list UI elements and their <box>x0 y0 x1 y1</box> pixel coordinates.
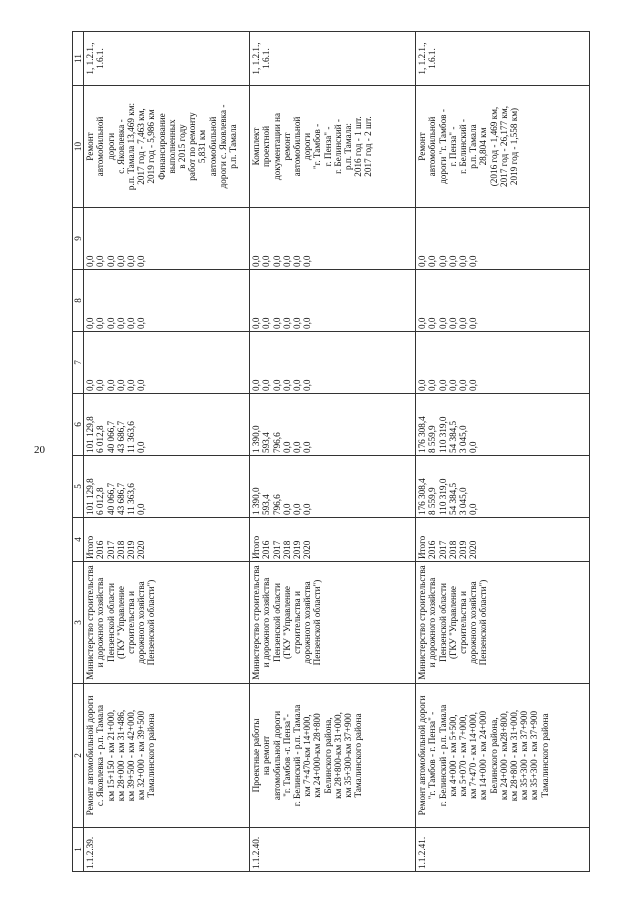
local-funding-line: 0,0 <box>261 317 272 329</box>
expected-result-line: Финансирование <box>156 113 167 180</box>
other-funding <box>416 208 590 270</box>
total-funding-line: 0,0 <box>302 503 313 515</box>
header-cell: 11 <box>73 32 84 86</box>
header-cell: 4 <box>73 518 84 562</box>
year-list-line: 2020 <box>468 540 479 559</box>
expected-result-line: автомобильной <box>292 116 303 177</box>
measure-name-line: км 7+470 - км 14+000, <box>468 712 479 799</box>
other-funding-line: 0,0 <box>261 255 272 267</box>
other-funding-line: 0,0 <box>447 255 458 267</box>
executor-line: (ГКУ "Управление <box>115 586 126 659</box>
local-funding-line: 0,0 <box>447 317 458 329</box>
federal-funding-line: 0,0 <box>281 379 292 391</box>
executor-line: Пензенской области <box>271 583 282 662</box>
regional-funding-line: 40 066,7 <box>105 420 116 453</box>
executor-line: Министерство строительства <box>251 565 262 680</box>
regional-funding-line: 176 308,4 <box>417 416 428 453</box>
executor-line: строительства и <box>292 591 303 654</box>
measure-name-line: Тамалинского района <box>146 713 157 798</box>
other-funding-line: 0,0 <box>437 255 448 267</box>
expected-result-line: 2017 год - 2 шт. <box>363 116 374 177</box>
expected-result-line: Ремонт <box>85 132 96 161</box>
measure-name-line: Тамалинского района <box>353 713 364 798</box>
executor-line: и дорожного хозяйства <box>427 577 438 668</box>
executor-line: дорожного хозяйства <box>136 581 147 664</box>
expected-result-line: г. Пенза" - <box>322 126 333 167</box>
expected-result-line: г. Белинский - <box>332 119 343 174</box>
federal-funding-line: 0,0 <box>427 379 438 391</box>
local-funding-line: 0,0 <box>281 317 292 329</box>
regional-funding-line: 0,0 <box>136 441 147 453</box>
measure-name <box>250 684 416 828</box>
federal-funding-line: 0,0 <box>85 379 96 391</box>
header-row <box>73 32 84 872</box>
year-list-line: 2018 <box>281 540 292 559</box>
total-funding-line: 8 559,9 <box>427 487 438 515</box>
measure-name-line: с. Яковлевка - р.п. Тамала <box>95 704 106 807</box>
total-funding-line: 0,0 <box>136 503 147 515</box>
executor-line: (ГКУ "Управление <box>447 586 458 659</box>
executor-line: Пензенской области <box>105 583 116 662</box>
indicator-ref <box>416 32 590 86</box>
year-list <box>84 518 250 562</box>
year-list <box>416 518 590 562</box>
measure-name-line: Ремонт автомобильной дороги <box>85 695 96 816</box>
expected-result-line: 28,804 км <box>478 127 489 166</box>
total-funding-line: 40 066,7 <box>105 482 116 515</box>
expected-result-line: г. Пенза" - <box>447 126 458 167</box>
measure-name-line: Белинского района, <box>322 717 333 794</box>
total-funding-line: 0,0 <box>291 503 302 515</box>
total-funding <box>250 456 416 518</box>
year-list-line: 2019 <box>125 540 136 559</box>
regional-funding-line: 101 129,8 <box>85 416 96 453</box>
executor-line: Пензенской области") <box>478 579 489 666</box>
local-funding-line: 0,0 <box>125 317 136 329</box>
executor-line: Министерство строительства <box>85 565 96 680</box>
expected-result-line: проектной <box>261 125 272 168</box>
measure-name-line: км 7+470-км 14+000, <box>302 714 313 797</box>
regional-funding-line: 110 319,0 <box>437 416 448 453</box>
expected-result-line: г. Белинский - <box>458 119 469 174</box>
local-funding-line: 0,0 <box>437 317 448 329</box>
total-funding-line: 1 390,0 <box>251 487 262 515</box>
total-funding-line: 593,4 <box>261 494 272 515</box>
year-list-line: 2016 <box>427 540 438 559</box>
header-cell: 5 <box>73 456 84 518</box>
regional-funding-line: 0,0 <box>291 441 302 453</box>
executor-line: и дорожного хозяйства <box>261 577 272 668</box>
expected-result-line: р.п. Тамала <box>228 124 239 169</box>
federal-funding-line: 0,0 <box>437 379 448 391</box>
expected-result-line: 5,831 км <box>197 129 208 164</box>
measure-name-line: км 32+000 - км 39+500 <box>136 710 147 801</box>
executor-line: дорожного хозяйства <box>302 581 313 664</box>
federal-funding-line: 0,0 <box>105 379 116 391</box>
expected-result-line: автомобильной <box>427 116 438 177</box>
measure-name-line: км 5+070 - км 7+000, <box>458 714 469 797</box>
header-cell: 10 <box>73 86 84 208</box>
other-funding-line: 0,0 <box>302 255 313 267</box>
local-funding-line: 0,0 <box>251 317 262 329</box>
program-table <box>72 31 590 872</box>
other-funding-line: 0,0 <box>271 255 282 267</box>
measure-name-line: г. Белинский - р.п. Тамала <box>292 704 303 807</box>
other-funding-line: 0,0 <box>427 255 438 267</box>
other-funding-line: 0,0 <box>105 255 116 267</box>
expected-result-line: 2017 год - 7,463 км, <box>136 108 147 185</box>
total-funding-line: 110 319,0 <box>437 478 448 515</box>
year-list-line: Итого <box>417 535 428 559</box>
other-funding-line: 0,0 <box>281 255 292 267</box>
indicator-ref <box>84 32 250 86</box>
expected-result-line: дороги <box>302 132 313 161</box>
local-funding-line: 0,0 <box>457 317 468 329</box>
regional-funding-line: 0,0 <box>281 441 292 453</box>
year-list <box>250 518 416 562</box>
expected-result-line: дороги с. Яковлевка - <box>217 104 228 189</box>
federal-funding-line: 0,0 <box>136 379 147 391</box>
local-funding <box>84 270 250 332</box>
header-cell: 8 <box>73 270 84 332</box>
expected-result-line: выполненных <box>166 119 177 174</box>
expected-result-line: 2016 год - 1 шт. <box>353 116 364 177</box>
year-list-line: 2019 <box>291 540 302 559</box>
regional-funding-line: 593,4 <box>261 432 272 453</box>
expected-result-line: дороги "г. Тамбов - <box>437 109 448 184</box>
local-funding <box>250 270 416 332</box>
expected-result-line: "г. Тамбов - <box>312 123 323 170</box>
page-number: 20 <box>34 444 45 456</box>
measure-name-line: автомобильной дороги <box>271 710 282 801</box>
executor-line: и дорожного хозяйства <box>95 577 106 668</box>
other-funding-line: 0,0 <box>136 255 147 267</box>
header-cell: 3 <box>73 562 84 684</box>
year-list-line: Итого <box>251 535 262 559</box>
measure-name-line: Ремонт автомобильной дороги <box>417 695 428 816</box>
executor-line: Пензенской области") <box>146 579 157 666</box>
total-funding-line: 6 012,8 <box>95 487 106 515</box>
regional-funding-line: 1 390,0 <box>251 425 262 453</box>
year-list-line: 2019 <box>457 540 468 559</box>
expected-result-line: 2019 год - 5,986 км <box>146 109 157 184</box>
measure-name <box>416 684 590 828</box>
year-list-line: 2016 <box>95 540 106 559</box>
indicator-ref-line: 1.6.1. <box>261 48 272 69</box>
expected-result-line: р.п. Тамала <box>468 124 479 169</box>
measure-name-line: км 35+300 - км 37+900 <box>529 710 540 801</box>
expected-result-line: работ по ремонту <box>187 112 198 181</box>
total-funding <box>416 456 590 518</box>
measure-name-line: км 35+300 - км 37+900 <box>519 710 530 801</box>
federal-funding <box>84 332 250 394</box>
federal-funding <box>250 332 416 394</box>
measure-name-line: км 24+000 - км28+800, <box>498 710 509 801</box>
indicator-ref <box>250 32 416 86</box>
local-funding-line: 0,0 <box>95 317 106 329</box>
regional-funding-line: 11 363,6 <box>125 421 136 453</box>
measure-name-line: км 28+000 - км 31+486, <box>115 709 126 802</box>
local-funding-line: 0,0 <box>136 317 147 329</box>
other-funding-line: 0,0 <box>417 255 428 267</box>
indicator-ref-line: 1, 1.2.1., <box>417 42 428 75</box>
table-row <box>416 32 590 872</box>
regional-funding <box>84 394 250 456</box>
header-cell: 7 <box>73 332 84 394</box>
federal-funding-line: 0,0 <box>291 379 302 391</box>
measure-name-line: "г. Тамбов - г. Пенза" - <box>427 711 438 800</box>
other-funding-line: 0,0 <box>291 255 302 267</box>
year-list-line: 2017 <box>105 540 116 559</box>
measure-name <box>84 684 250 828</box>
regional-funding-line: 0,0 <box>302 441 313 453</box>
header-cell: 9 <box>73 208 84 270</box>
federal-funding-line: 0,0 <box>468 379 479 391</box>
regional-funding-line: 0,0 <box>468 441 479 453</box>
executor <box>416 562 590 684</box>
expected-result-line: Ремонт <box>417 132 428 161</box>
indicator-ref-line: 1.6.1. <box>427 48 438 69</box>
row-number: 1.1.2.39. <box>84 828 250 872</box>
year-list-line: 2018 <box>447 540 458 559</box>
total-funding-line: 3 045,0 <box>457 487 468 515</box>
local-funding-line: 0,0 <box>105 317 116 329</box>
expected-result-line: дороги <box>105 132 116 161</box>
executor-line: строительства и <box>458 591 469 654</box>
executor-line: Министерство строительства <box>417 565 428 680</box>
measure-name-line: км 24+000-км 28+800 <box>312 713 323 798</box>
measure-name-line: км 35+300-км 37+900 <box>343 713 354 798</box>
other-funding-line: 0,0 <box>457 255 468 267</box>
year-list-line: 2017 <box>271 540 282 559</box>
header-cell: 2 <box>73 684 84 828</box>
federal-funding-line: 0,0 <box>447 379 458 391</box>
measure-name-line: Проектные работы <box>251 718 262 793</box>
expected-result-line: (2016 год - 1,469 км, <box>488 106 499 187</box>
header-cell: 1 <box>73 828 84 872</box>
total-funding-line: 54 384,5 <box>447 482 458 515</box>
federal-funding-line: 0,0 <box>302 379 313 391</box>
expected-result-line: Комплект <box>251 127 262 166</box>
indicator-ref-line: 1.6.1. <box>95 48 106 69</box>
federal-funding-line: 0,0 <box>457 379 468 391</box>
total-funding-line: 0,0 <box>281 503 292 515</box>
total-funding-line: 43 686,7 <box>115 482 126 515</box>
regional-funding-line: 796,6 <box>271 432 282 453</box>
regional-funding-line: 54 384,5 <box>447 420 458 453</box>
local-funding-line: 0,0 <box>302 317 313 329</box>
local-funding-line: 0,0 <box>427 317 438 329</box>
other-funding-line: 0,0 <box>85 255 96 267</box>
expected-result-line: 2019 год - 1,558 км) <box>509 107 520 186</box>
rotated-table-container <box>72 32 587 872</box>
measure-name-line: км 4+000 - км 5+500, <box>447 714 458 797</box>
federal-funding-line: 0,0 <box>261 379 272 391</box>
other-funding-line: 0,0 <box>251 255 262 267</box>
federal-funding-line: 0,0 <box>251 379 262 391</box>
local-funding-line: 0,0 <box>271 317 282 329</box>
regional-funding-line: 43 686,7 <box>115 420 126 453</box>
other-funding-line: 0,0 <box>468 255 479 267</box>
executor-line: Пензенской области") <box>312 579 323 666</box>
federal-funding-line: 0,0 <box>115 379 126 391</box>
other-funding-line: 0,0 <box>125 255 136 267</box>
other-funding-line: 0,0 <box>115 255 126 267</box>
expected-result <box>250 86 416 208</box>
total-funding-line: 796,6 <box>271 494 282 515</box>
year-list-line: 2020 <box>136 540 147 559</box>
indicator-ref-line: 1, 1.2.1., <box>251 42 262 75</box>
executor-line: строительства и <box>126 591 137 654</box>
local-funding-line: 0,0 <box>85 317 96 329</box>
year-list-line: 2017 <box>437 540 448 559</box>
federal-funding-line: 0,0 <box>417 379 428 391</box>
year-list-line: 2016 <box>261 540 272 559</box>
measure-name-line: на ремонт <box>261 735 272 776</box>
expected-result-line: в 2015 году <box>177 124 188 169</box>
executor <box>84 562 250 684</box>
year-list-line: 2020 <box>302 540 313 559</box>
measure-name-line: г. Белинский - р.п. Тамала <box>437 704 448 807</box>
measure-name-line: "г. Тамбов -г. Пенза"- <box>281 714 292 797</box>
executor-line: (ГКУ "Управление <box>281 586 292 659</box>
local-funding-line: 0,0 <box>291 317 302 329</box>
measure-name-line: км 28+800-км 31+000, <box>332 712 343 799</box>
expected-result-line: 2017 год - 26,177 км, <box>498 106 509 188</box>
other-funding <box>84 208 250 270</box>
regional-funding <box>416 394 590 456</box>
year-list-line: 2018 <box>115 540 126 559</box>
row-number: 1.1.2.40. <box>250 828 416 872</box>
measure-name-line: км 14+000 - км 24+000 <box>478 710 489 801</box>
federal-funding-line: 0,0 <box>125 379 136 391</box>
total-funding-line: 101 129,8 <box>85 478 96 515</box>
federal-funding-line: 0,0 <box>271 379 282 391</box>
table-row <box>250 32 416 872</box>
indicator-ref-line: 1, 1.2.1., <box>85 42 96 75</box>
total-funding-line: 0,0 <box>468 503 479 515</box>
regional-funding-line: 8 559,9 <box>427 425 438 453</box>
regional-funding-line: 3 045,0 <box>457 425 468 453</box>
expected-result <box>84 86 250 208</box>
total-funding-line: 11 363,6 <box>125 483 136 515</box>
expected-result-line: автомобильной <box>95 116 106 177</box>
expected-result-line: автомобильной <box>207 116 218 177</box>
other-funding-line: 0,0 <box>95 255 106 267</box>
measure-name-line: км 28+800 - км 31+000, <box>509 709 520 802</box>
total-funding <box>84 456 250 518</box>
regional-funding <box>250 394 416 456</box>
year-list-line: Итого <box>85 535 96 559</box>
expected-result-line: р.п. Тамала 13,469 км: <box>126 102 137 191</box>
header-cell: 6 <box>73 394 84 456</box>
expected-result-line: ремонт <box>281 132 292 161</box>
expected-result-line: с. Яковлевка - <box>115 119 126 174</box>
local-funding-line: 0,0 <box>417 317 428 329</box>
other-funding <box>250 208 416 270</box>
regional-funding-line: 6 012,8 <box>95 425 106 453</box>
row-number: 1.1.2.41. <box>416 828 590 872</box>
executor <box>250 562 416 684</box>
federal-funding-line: 0,0 <box>95 379 106 391</box>
total-funding-line: 176 308,4 <box>417 478 428 515</box>
local-funding-line: 0,0 <box>115 317 126 329</box>
local-funding-line: 0,0 <box>468 317 479 329</box>
federal-funding <box>416 332 590 394</box>
measure-name-line: км 39+500 - км 42+000, <box>126 709 137 802</box>
expected-result <box>416 86 590 208</box>
table-row <box>84 32 250 872</box>
executor-line: дорожного хозяйства <box>468 581 479 664</box>
local-funding <box>416 270 590 332</box>
expected-result-line: р.п. Тамала: <box>343 123 354 170</box>
measure-name-line: Тамалинского района <box>539 713 550 798</box>
measure-name-line: км 15+150 - км 21+000, <box>105 709 116 802</box>
expected-result-line: документации на <box>271 112 282 181</box>
executor-line: Пензенской области <box>437 583 448 662</box>
measure-name-line: Белинского района, <box>488 717 499 794</box>
